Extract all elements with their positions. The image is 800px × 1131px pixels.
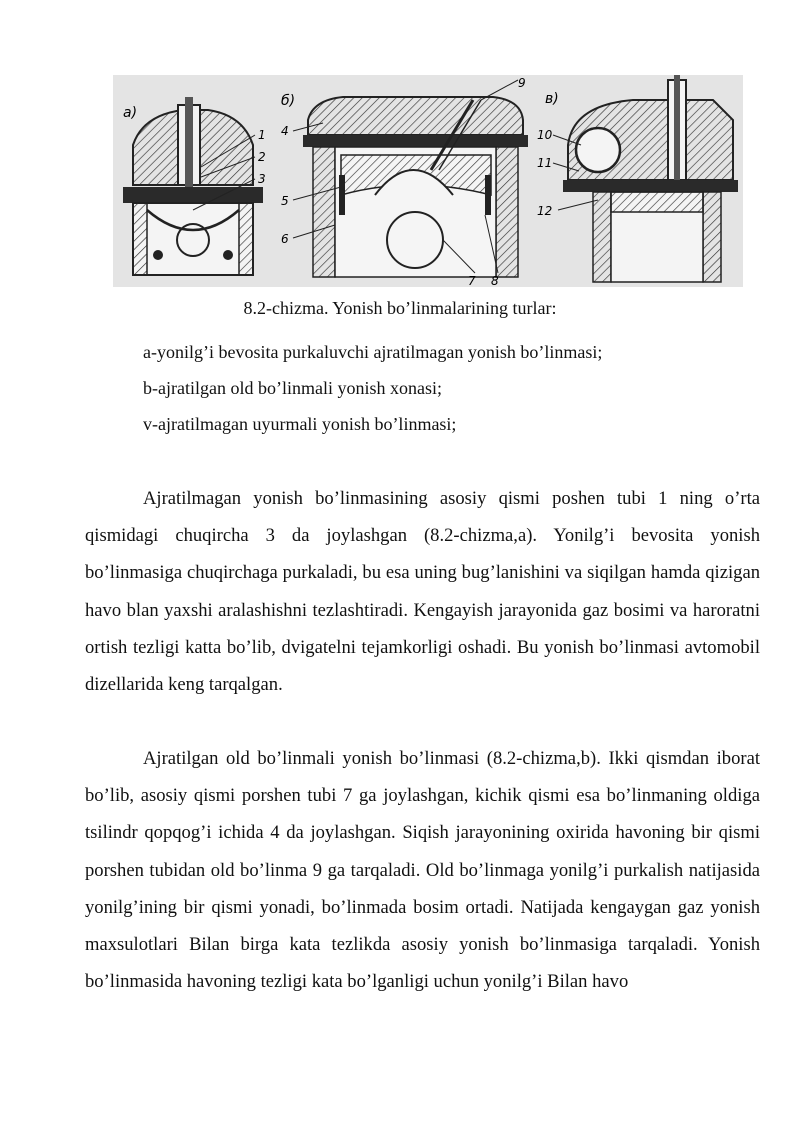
- figure-legend: [143, 334, 602, 442]
- callout-10: 10: [537, 128, 553, 142]
- panel-c-drawing: [553, 75, 738, 282]
- callout-3: 3: [258, 172, 266, 186]
- paragraph-2: Ajratilgan old bo’linmali yonish bo’linmasi (8.2-chizma,b). Ikki qismdan iborat bo’lib, asosiy qismi porshen tubi 7 ga joylashgan, kichik qismi esa bo’linmaning oldiga tsilindr qopqog’i ichida 4 da joylashgan. Siqish jarayonining oxirida havoning bir qismi porshen tubidan old bo’linma 9 ga tarqaladi. Old bo’linmaga yonilg’i purkalish natijasida yonilg’ining bir qismi yonadi, bo’linmada bosim ortadi. Natijada kengaygan gaz yonish maxsulotlari Bilan birga kata tezlikda asosiy yonish bo’linmasiga tarqaladi. Yonish bo’linmasida havoning tezligi kata bo’lganligi uchun yonilg’i Bilan havo: [85, 748, 760, 993]
- callout-6: 6: [281, 232, 289, 246]
- callout-12: 12: [537, 204, 553, 218]
- callout-2: 2: [258, 150, 266, 164]
- paragraph-1: Ajratilmagan yonish bo’linmasining asosiy qismi poshen tubi 1 ning o’rta qismidagi chuqircha 3 da joylashgan (8.2-chizma,a). Yonilg’i bevosita yonish bo’linmasiga chuqirchaga purkaladi, bu esa uning bug’lanishini va siqilgan hamda qizigan havo blan yaxshi aralashishni tezlashtiradi. Kengayish jarayonida gaz bosimi va haroratni ortish tezligi katta bo’lib, dvigatelni tejamkorligi oshadi. Bu yonish bo’linmasi avtomobil dizellarida keng tarqalgan.: [85, 488, 760, 696]
- panel-b-drawing: [293, 80, 528, 277]
- callout-11: 11: [537, 156, 553, 170]
- panel-a-drawing: [123, 97, 263, 275]
- callout-8: 8: [491, 274, 499, 287]
- panel-c-label: в): [545, 91, 559, 107]
- legend-item-v: v-ajratilmagan uyurmali yonish bo’linmasi;: [143, 414, 457, 434]
- panel-b-label: б): [281, 93, 296, 109]
- figure-caption: 8.2-chizma. Yonish bo’linmalarining turlar:: [243, 298, 557, 318]
- callout-4: 4: [281, 124, 289, 138]
- panel-a-label: a): [123, 105, 138, 121]
- legend-item-b: b-ajratilgan old bo’linmali yonish xonasi;: [143, 378, 442, 398]
- callout-9: 9: [518, 76, 526, 90]
- callout-1: 1: [258, 128, 266, 142]
- legend-item-a: a-yonilg’i bevosita purkaluvchi ajratilmagan yonish bo’linmasi;: [143, 342, 603, 362]
- body-text-2: [85, 740, 760, 1000]
- figure-drawing: [113, 75, 743, 287]
- body-text-1: [85, 480, 760, 703]
- combustion-chamber-figure: [113, 75, 743, 287]
- callout-5: 5: [281, 194, 289, 208]
- callout-7: 7: [468, 274, 476, 287]
